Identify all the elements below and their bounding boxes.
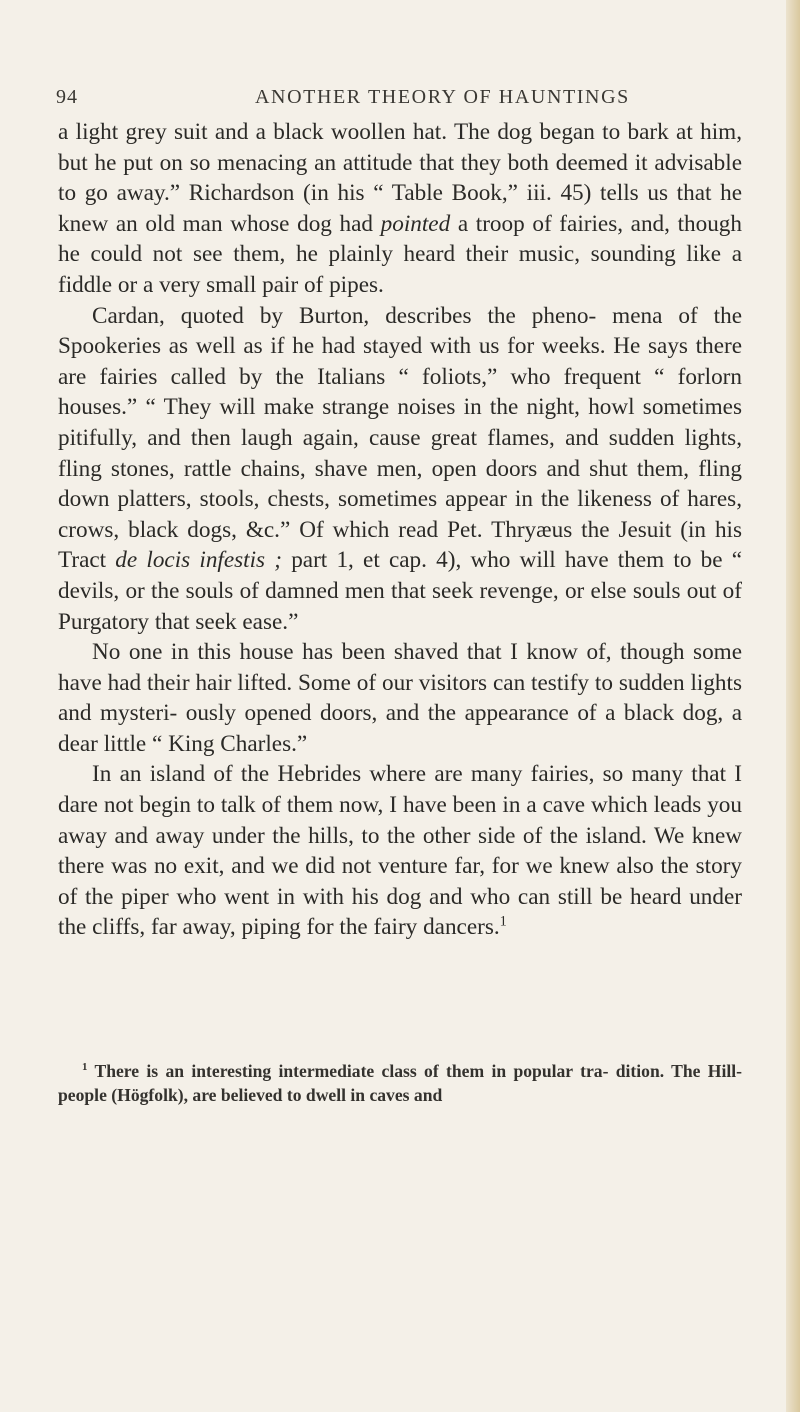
paragraph-text: In an island of the Hebrides where are many fairies, so many that I dare not begin to talk of them now, I have been in a cave which leads you away and away under the hills, to the other side of the island. We knew there was no exit, and we did not venture far, for we knew also the story of the piper who went in with his dog and who can still be heard under the cliffs, far away, piping for the fairy dancers.: [58, 761, 742, 941]
paragraph: [58, 117, 742, 301]
emphasis-text: pointed: [380, 210, 451, 237]
running-head: [56, 86, 756, 116]
page-number: 94: [56, 86, 78, 108]
paragraph: [58, 301, 742, 638]
footnote-body: There is an interesting intermediate class of them in popular tra- dition. The Hill-people (Högfolk), are believed to dwell in caves and: [58, 1061, 742, 1105]
footnote-text: [58, 1059, 742, 1107]
paragraph-text: a light grey suit and a black woollen hat. The dog began to bark at him, but he put on so menacing an attitude that they both deemed it advisable to go away.” Richardson (in his “ Table Book,” iii. 45) tells us that he knew an old man whose dog had: [58, 119, 742, 237]
page-edge: [786, 0, 800, 1412]
running-title: ANOTHER THEORY OF HAUNTINGS: [255, 86, 630, 108]
paragraph-text: Cardan, quoted by Burton, describes the pheno- mena of the Spookeries as well as if he had stayed with us for weeks. He says there are fairies called by the Italians “ foliots,” who frequent “ forlorn houses.” “ They will make strange noises in the night, howl sometimes pitifully, and then laugh again, cause great flames, and sudden lights, fling stones, rattle chains, shave men, open doors and shut them, fling down platters, stools, chests, sometimes appear in the likeness of hares, crows, black dogs, &c.” Of which read Pet. Thryæus the Jesuit (in his Tract: [58, 302, 742, 574]
footnote: [58, 1059, 742, 1107]
emphasis-text: de locis infestis ;: [115, 547, 282, 574]
paragraph: No one in this house has been shaved that I know of, though some have had their hair lifted. Some of our visitors can testify to sudden lights and mysteri- ously opened doors, and the appearance of a black dog, a dear little “ King Charles.”: [58, 639, 742, 757]
main-text: [58, 117, 742, 943]
footnote-reference: 1: [499, 913, 507, 930]
footnote-mark: 1: [82, 1061, 88, 1074]
paragraph: [58, 759, 742, 943]
paragraph-text: part 1, et cap. 4), who will have them to be “ devils, or the souls of damned men that seek revenge, or else souls out of Purgatory that seek ease.”: [58, 547, 742, 635]
paragraph-text: a troop of fairies, and, though he could not see them, he plainly heard their music, sounding like a fiddle or a very small pair of pipes.: [58, 210, 742, 298]
